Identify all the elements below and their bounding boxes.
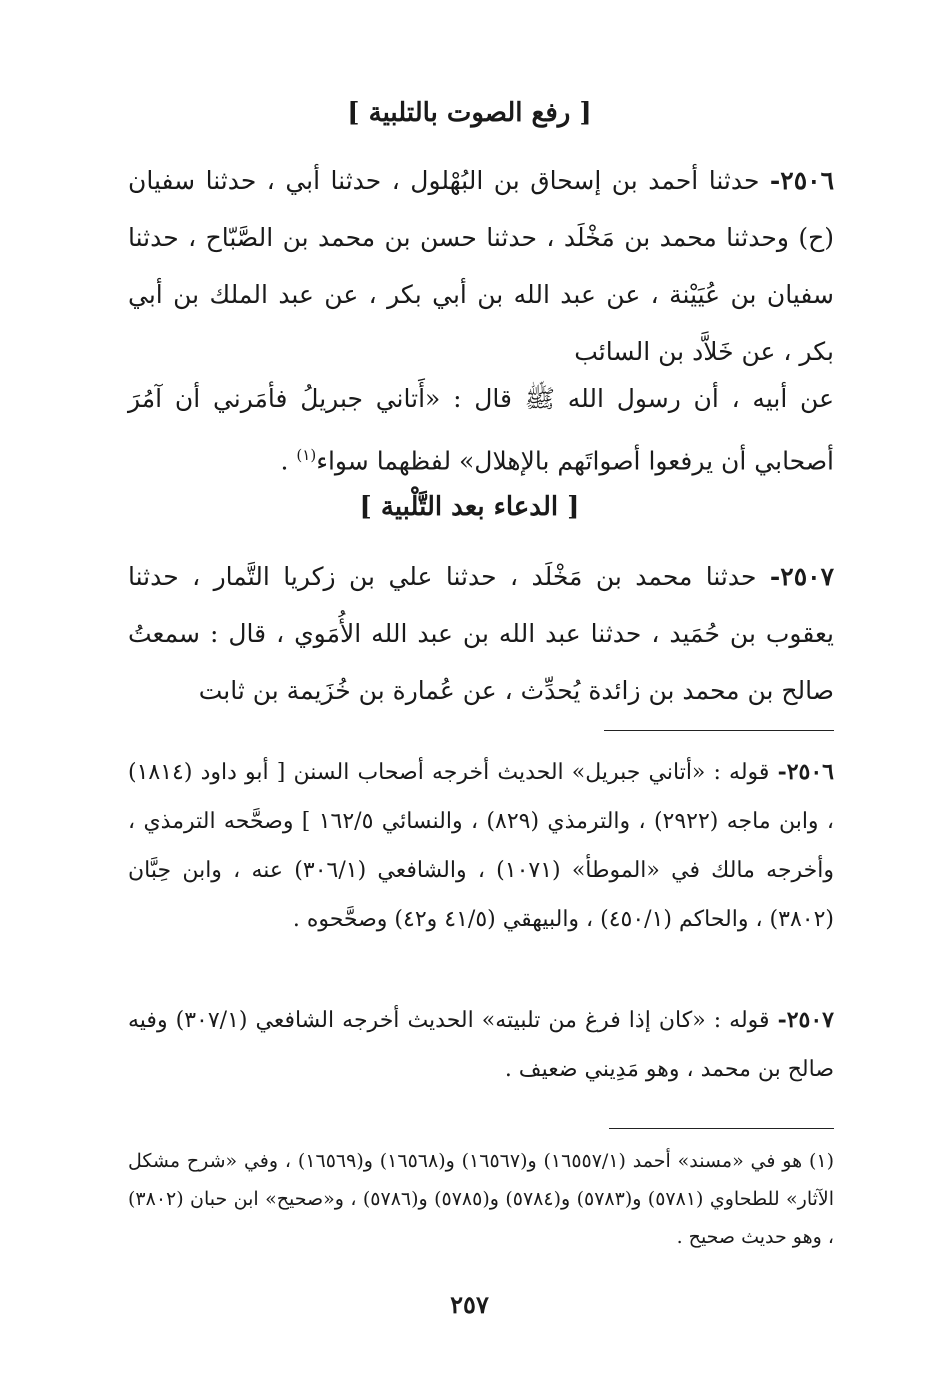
note-2507 <box>128 996 834 1094</box>
hadith-end: . <box>280 446 297 476</box>
footnote-text: هو في «مسند» أحمد (١٦٥٥٧/١) و(١٦٥٦٧) و(١٦٥٦٨) و(١٦٥٦٩) ، وفي «شرح مشكل الآثار» للطحاوي (٥٧٨١) و(٥٧٨٣) و(٥٧٨٤) و(٥٧٨٥) و(٥٧٨٦) ، و«صحيح» ابن حبان (٣٨٠٢) ، وهو حديث صحيح . <box>128 1150 835 1248</box>
note-text: قوله : «كان إذا فرغ من تلبيته» الحديث أخرجه الشافعي (٣٠٧/١) وفيه صالح بن محمد ، وهو مَدِيني ضعيف . <box>128 1008 834 1082</box>
footnote-reference[interactable]: (١) <box>296 446 317 464</box>
note-text: قوله : «أتاني جبريل» الحديث أخرجه أصحاب السنن [ أبو داود (١٨١٤) ، وابن ماجه (٢٩٢٢) ، والترمذي (٨٢٩) ، والنسائي ١٦٢/٥ ] وصحَّحه الترمذي ، وأخرجه مالك في «الموطأ» (١٠٧١) ، والشافعي (٣٠٦/١) عنه ، وابن حِبَّان (٣٨٠٢) ، والحاكم (٤٥٠/١) ، والبيهقي (٤١/٥ و٤٢) وصحَّحوه . <box>128 760 835 932</box>
section-heading-raising-voice: [ رفع الصوت بالتلبية ] <box>347 98 592 128</box>
footnote-1 <box>128 1142 834 1256</box>
hadith-text: عن أبيه ، أن رسول الله ﷺ قال : «أَتاني جبريلُ فأمَرني أن آمُرَ أصحابي أن يرفعوا أصواتَهم بالإهلال» لفظهما سواء <box>128 384 834 476</box>
hadith-2506-matn <box>128 370 834 489</box>
hadith-text: حدثنا محمد بن مَخْلَد ، حدثنا علي بن زكريا التَّمار ، حدثنا يعقوب بن حُمَيد ، حدثنا عبد الله بن عبد الله الأُمَوي ، قال : سمعتُ صالح بن محمد بن زائدة يُحدِّث ، عن عُمارة بن خُزَيمة بن ثابت <box>128 562 834 705</box>
hadith-text: حدثنا أحمد بن إسحاق بن البُهْلول ، حدثنا أبي ، حدثنا سفيان (ح) وحدثنا محمد بن مَخْلَد ، حدثنا حسن بن محمد بن الصَّبّاح ، حدثنا سفيان بن عُيَيْنة ، عن عبد الله بن أبي بكر ، عن عبد الملك بن أبي بكر ، عن خَلاَّد بن السائب <box>128 166 834 366</box>
note-number: ٢٥٠٧- <box>777 1007 834 1033</box>
hadith-number: ٢٥٠٧- <box>769 562 834 591</box>
footnote-divider <box>609 1128 834 1129</box>
page-number: ٢٥٧ <box>450 1290 489 1319</box>
hadith-number: ٢٥٠٦- <box>769 166 835 195</box>
hadith-2506-chain <box>128 152 834 380</box>
note-2506 <box>128 748 834 944</box>
section-heading-dua-after-talbiya: [ الدعاء بعد التَّلْبية ] <box>359 492 580 522</box>
note-number: ٢٥٠٦- <box>777 759 834 785</box>
notes-divider <box>604 730 834 731</box>
footnote-marker: (١) <box>808 1150 835 1172</box>
hadith-2507-chain <box>128 548 834 719</box>
